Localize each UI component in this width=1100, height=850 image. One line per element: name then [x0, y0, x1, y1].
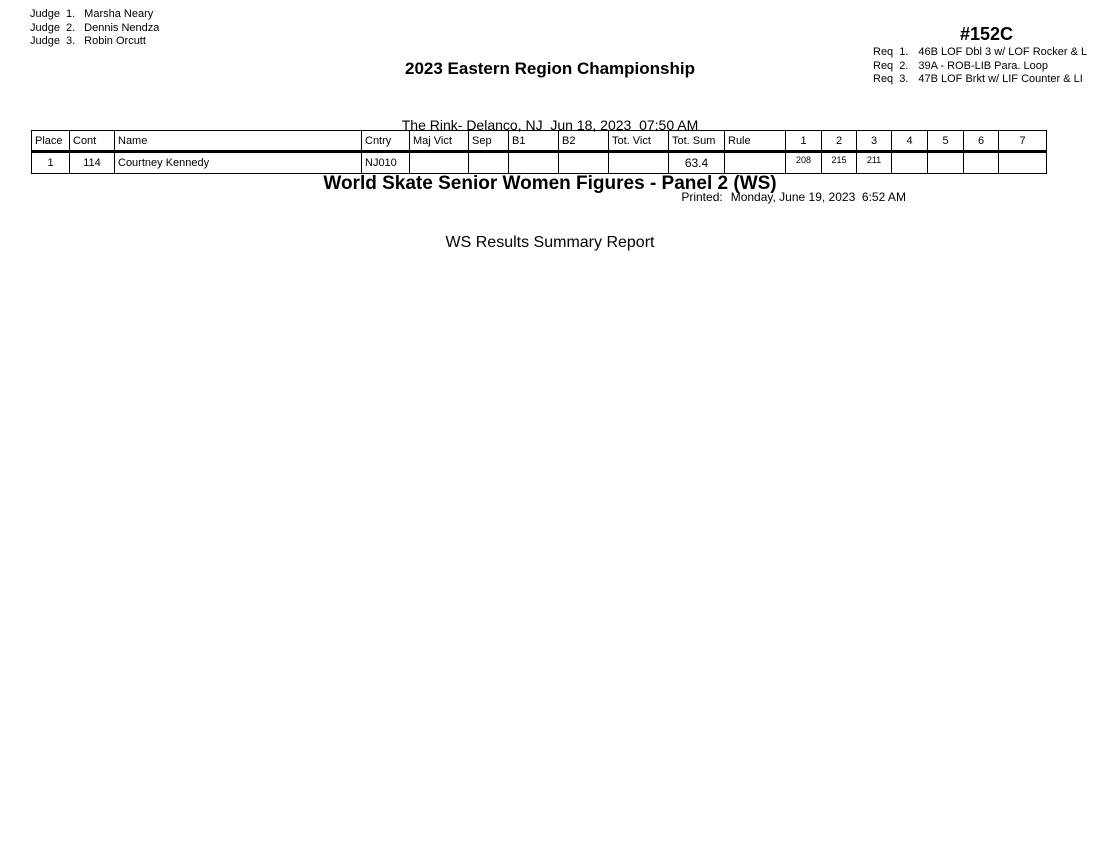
cell-cntry: NJ010 — [362, 152, 410, 174]
col-header-cntry: Cntry — [362, 131, 410, 152]
event-title: 2023 Eastern Region Championship — [404, 59, 695, 78]
col-header-judge-7: 7 — [999, 131, 1047, 152]
cell-b2 — [559, 152, 609, 174]
judge-number: 1. — [65, 8, 76, 20]
req-number: 1. — [899, 46, 909, 58]
printed-datetime: Monday, June 19, 2023 6:52 AM — [730, 190, 906, 204]
cell-judge-7-score — [999, 152, 1047, 174]
cell-tot-sum: 63.4 — [669, 152, 725, 174]
req-label: Req — [873, 59, 894, 72]
cell-b1 — [509, 152, 559, 174]
event-number: #152C — [959, 24, 1014, 44]
req-entry-3 — [873, 73, 1100, 87]
judge-number: 2. — [65, 21, 76, 34]
judge-name: Dennis Nendza — [84, 21, 160, 34]
results-table — [31, 130, 1047, 174]
req-text: 39A - ROB-LIB Para. Loop — [918, 59, 1049, 72]
venue-date-line: The Rink- Delanco, NJ Jun 18, 2023 07:50 AM — [401, 117, 699, 133]
req-number: 3. — [899, 73, 909, 85]
printed-label: Printed: — [681, 190, 723, 204]
col-header-judge-6: 6 — [964, 131, 999, 152]
col-header-judge-3: 3 — [857, 131, 892, 152]
judge-name: Robin Orcutt — [84, 35, 146, 47]
col-header-judge-2: 2 — [822, 131, 857, 152]
printed-line — [668, 176, 906, 218]
requirements-panel — [873, 24, 1100, 87]
col-header-b1: B1 — [509, 131, 559, 152]
req-number: 2. — [899, 59, 909, 72]
req-text: 47B LOF Brkt w/ LIF Counter & LI — [918, 73, 1083, 85]
col-header-place: Place — [32, 131, 70, 152]
col-header-tot-vict: Tot. Vict — [609, 131, 669, 152]
cell-cont: 114 — [70, 152, 115, 174]
cell-judge-6-score — [964, 152, 999, 174]
req-label: Req — [873, 46, 894, 58]
cell-judge-3-score: 211 — [857, 152, 892, 174]
cell-judge-1-score: 208 — [786, 152, 822, 174]
cell-maj-vict — [410, 152, 469, 174]
result-row — [32, 152, 1047, 174]
col-header-judge-5: 5 — [928, 131, 964, 152]
col-header-maj-vict: Maj Vict — [410, 131, 469, 152]
cell-sep — [469, 152, 509, 174]
cell-judge-2-score: 215 — [822, 152, 857, 174]
judge-name: Marsha Neary — [84, 8, 154, 20]
cell-name: Courtney Kennedy — [115, 152, 362, 174]
judges-panel — [30, 8, 159, 49]
col-header-sep: Sep — [469, 131, 509, 152]
req-entry-2 — [873, 60, 1100, 74]
judge-entry-2 — [30, 22, 159, 36]
judge-label: Judge — [30, 21, 60, 34]
col-header-tot-sum: Tot. Sum — [669, 131, 725, 152]
division-title: World Skate Senior Women Figures - Panel 2 (WS) — [323, 173, 777, 194]
cell-tot-vict — [609, 152, 669, 174]
req-text: 46B LOF Dbl 3 w/ LOF Rocker & L — [918, 46, 1088, 58]
col-header-rule: Rule — [725, 131, 786, 152]
col-header-b2: B2 — [559, 131, 609, 152]
col-header-judge-1: 1 — [786, 131, 822, 152]
judge-label: Judge — [30, 8, 60, 20]
req-label: Req — [873, 73, 894, 85]
judge-label: Judge — [30, 35, 60, 47]
col-header-cont: Cont — [70, 131, 115, 152]
cell-place: 1 — [32, 152, 70, 174]
cell-judge-5-score — [928, 152, 964, 174]
cell-judge-4-score — [892, 152, 928, 174]
cell-rule — [725, 152, 786, 174]
col-header-name: Name — [115, 131, 362, 152]
table-header-row — [32, 131, 1047, 152]
judge-number: 3. — [65, 35, 76, 47]
req-entry-1 — [873, 46, 1100, 60]
judge-entry-3 — [30, 35, 159, 49]
report-title: WS Results Summary Report — [445, 234, 655, 251]
col-header-judge-4: 4 — [892, 131, 928, 152]
judge-entry-1 — [30, 8, 159, 22]
